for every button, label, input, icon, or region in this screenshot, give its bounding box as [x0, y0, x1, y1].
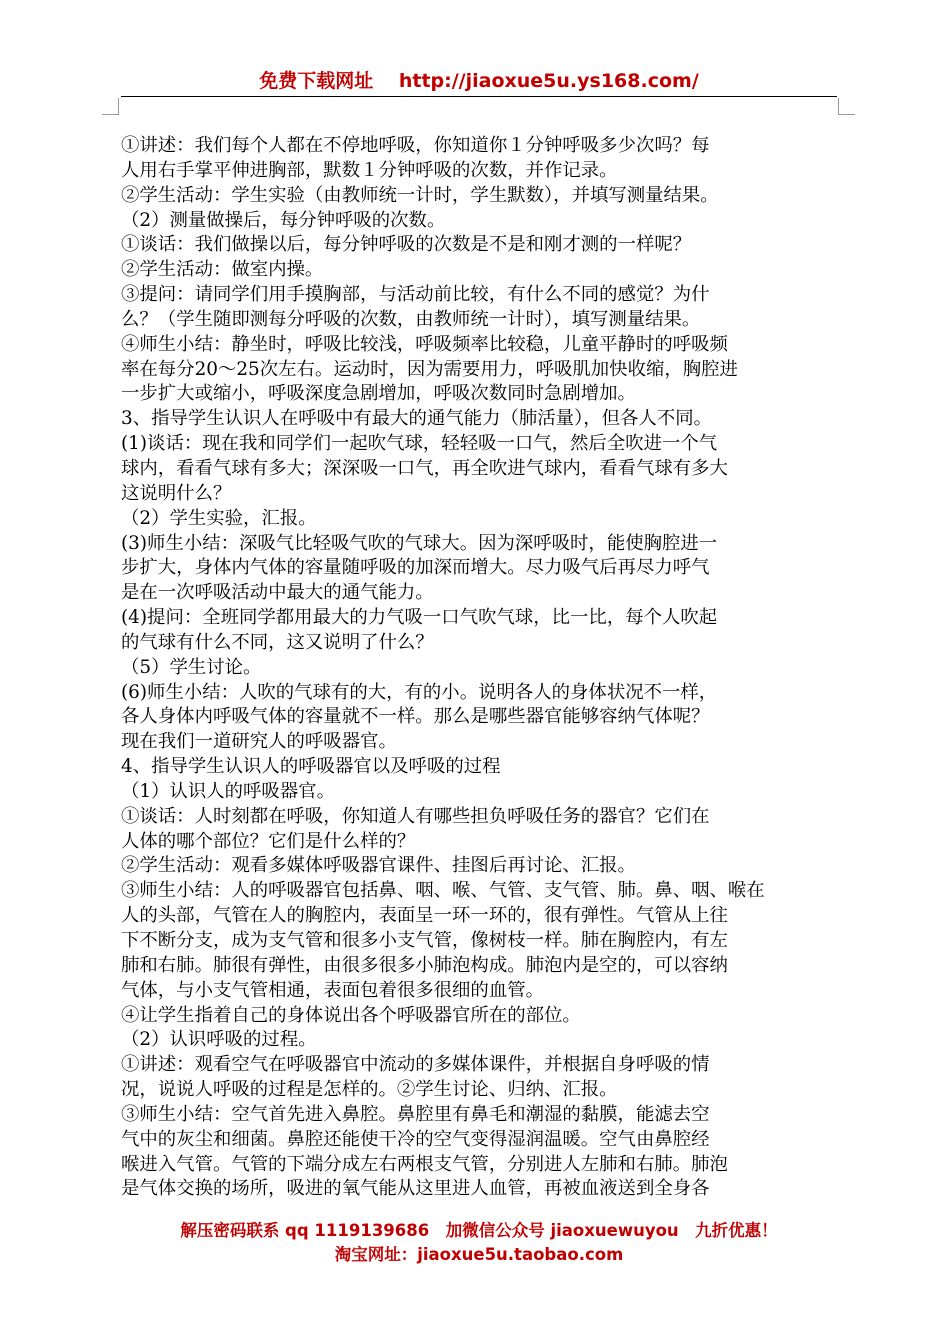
body-line: 人用右手掌平伸进胸部，默数１分钟呼吸的次数，并作记录。: [121, 159, 618, 181]
body-line: 3、指导学生认识人在呼吸中有最大的通气能力（肺活量），但各人不同。: [121, 408, 713, 430]
body-line: （1）认识人的呼吸器官。: [121, 780, 335, 802]
body-line: （2）测量做操后，每分钟呼吸的次数。: [121, 209, 446, 231]
document-body: [121, 134, 841, 1202]
body-line: ①讲述：观看空气在呼吸器官中流动的多媒体课件，并根据自身呼吸的情: [121, 1054, 710, 1076]
page-corner-mark-left: [102, 98, 119, 115]
body-line: 下不断分支，成为支气管和很多小支气管，像树枝一样。肺在胸腔内，有左: [121, 930, 728, 951]
body-line: (1)谈话：现在我和同学们一起吹气球，轻轻吸一口气，然后全吹进一个气: [121, 433, 718, 455]
body-line: 各人身体内呼吸气体的容量就不一样。那么是哪些器官能够容纳气体呢？: [121, 706, 710, 728]
footer-taobao-line: 淘宝网址：jiaoxue5u.taobao.com: [334, 1245, 624, 1264]
body-line: ③师生小结：人的呼吸器官包括鼻、咽、喉、气管、支气管、肺。鼻、咽、喉在: [121, 880, 765, 902]
body-line: （5）学生讨论。: [121, 656, 262, 678]
body-line: 喉进入气管。气管的下端分成左右两根支气管，分别进人左肺和右肺。肺泡: [121, 1153, 728, 1175]
body-line: 况，说说人呼吸的过程是怎样的。②学生讨论、归纳、汇报。: [121, 1079, 618, 1101]
body-line: (4)提问：全班同学都用最大的力气吸一口气吹气球，比一比，每个人吹起: [121, 607, 718, 629]
body-line: 人体的哪个部位？它们是什么样的？: [121, 830, 416, 852]
body-line: 率在每分20～25次左右。运动时，因为需要用力，呼吸肌加快收缩，胸腔进: [121, 358, 738, 380]
header-divider: [121, 96, 837, 97]
body-line: 一步扩大或缩小，呼吸深度急剧增加，呼吸次数同时急剧增加。: [121, 383, 636, 405]
page-corner-mark-right: [838, 98, 855, 115]
body-line: ③提问：请同学们用手摸胸部，与活动前比较，有什么不同的感觉？为什: [121, 284, 710, 306]
body-line: ①讲述：我们每个人都在不停地呼吸，你知道你１分钟呼吸多少次吗？每: [121, 135, 710, 156]
body-line: 是在一次呼吸活动中最大的通气能力。: [121, 582, 434, 604]
body-line: 肺和右肺。肺很有弹性，由很多很多小肺泡构成。肺泡内是空的，可以容纳: [121, 954, 728, 976]
body-line: 现在我们一道研究人的呼吸器官。: [121, 731, 397, 753]
body-line: 气中的灰尘和细菌。鼻腔还能使干冷的空气变得湿润温暖。空气由鼻腔经: [121, 1128, 710, 1150]
body-line: 是气体交换的场所，吸进的氧气能从这里进人血管，再被血液送到全身各: [121, 1178, 710, 1200]
body-line: 气体，与小支气管相通，表面包着很多很细的血管。: [121, 979, 544, 1001]
body-line: ②学生活动：做室内操。: [121, 259, 324, 281]
body-line: 的气球有什么不同，这又说明了什么？: [121, 631, 434, 653]
body-line: ①谈话：人时刻都在呼吸，你知道人有哪些担负呼吸任务的器官？它们在: [121, 805, 710, 827]
body-line: 人的头部，气管在人的胸腔内，表面呈一环一环的，很有弹性。气管从上往: [121, 905, 728, 927]
body-line: 球内，看看气球有多大；深深吸一口气，再全吹进气球内，看看气球有多大: [121, 457, 728, 479]
body-line: (3)师生小结：深吸气比轻吸气吹的气球大。因为深呼吸时，能使胸腔进一: [121, 532, 718, 554]
body-line: ④让学生指着自己的身体说出各个呼吸器官所在的部位。: [121, 1004, 581, 1026]
body-line: 4、指导学生认识人的呼吸器官以及呼吸的过程: [121, 756, 501, 778]
body-line: 么？（学生随即测每分呼吸的次数，由教师统一计时），填写测量结果。: [121, 308, 701, 330]
body-line: （2）认识呼吸的过程。: [121, 1029, 317, 1051]
body-line: ③师生小结：空气首先进入鼻腔。鼻腔里有鼻毛和潮湿的黏膜，能滤去空: [121, 1103, 710, 1125]
body-line: ①谈话：我们做操以后，每分钟呼吸的次数是不是和刚才测的一样呢？: [121, 234, 692, 256]
body-line: ②学生活动：观看多媒体呼吸器官课件、挂图后再讨论、汇报。: [121, 855, 636, 877]
body-line: ④师生小结：静坐时，呼吸比较浅，呼吸频率比较稳，儿童平静时的呼吸频: [121, 333, 728, 355]
body-line: 这说明什么？: [121, 482, 232, 504]
header-download-url: 免费下载网址 http://jiaoxue5u.ys168.com/: [259, 70, 699, 92]
footer-contact-line: 解压密码联系 qq 1119139686 加微信公众号 jiaoxuewuyou 九折优惠！: [180, 1221, 778, 1240]
body-line: (6)师生小结：人吹的气球有的大，有的小。说明各人的身体状况不一样，: [121, 681, 718, 703]
body-line: （2）学生实验，汇报。: [121, 507, 317, 529]
body-line: 步扩大，身体内气体的容量随呼吸的加深而增大。尽力吸气后再尽力呼气: [121, 557, 710, 579]
body-line: ②学生活动：学生实验（由教师统一计时，学生默数），并填写测量结果。: [121, 184, 719, 206]
